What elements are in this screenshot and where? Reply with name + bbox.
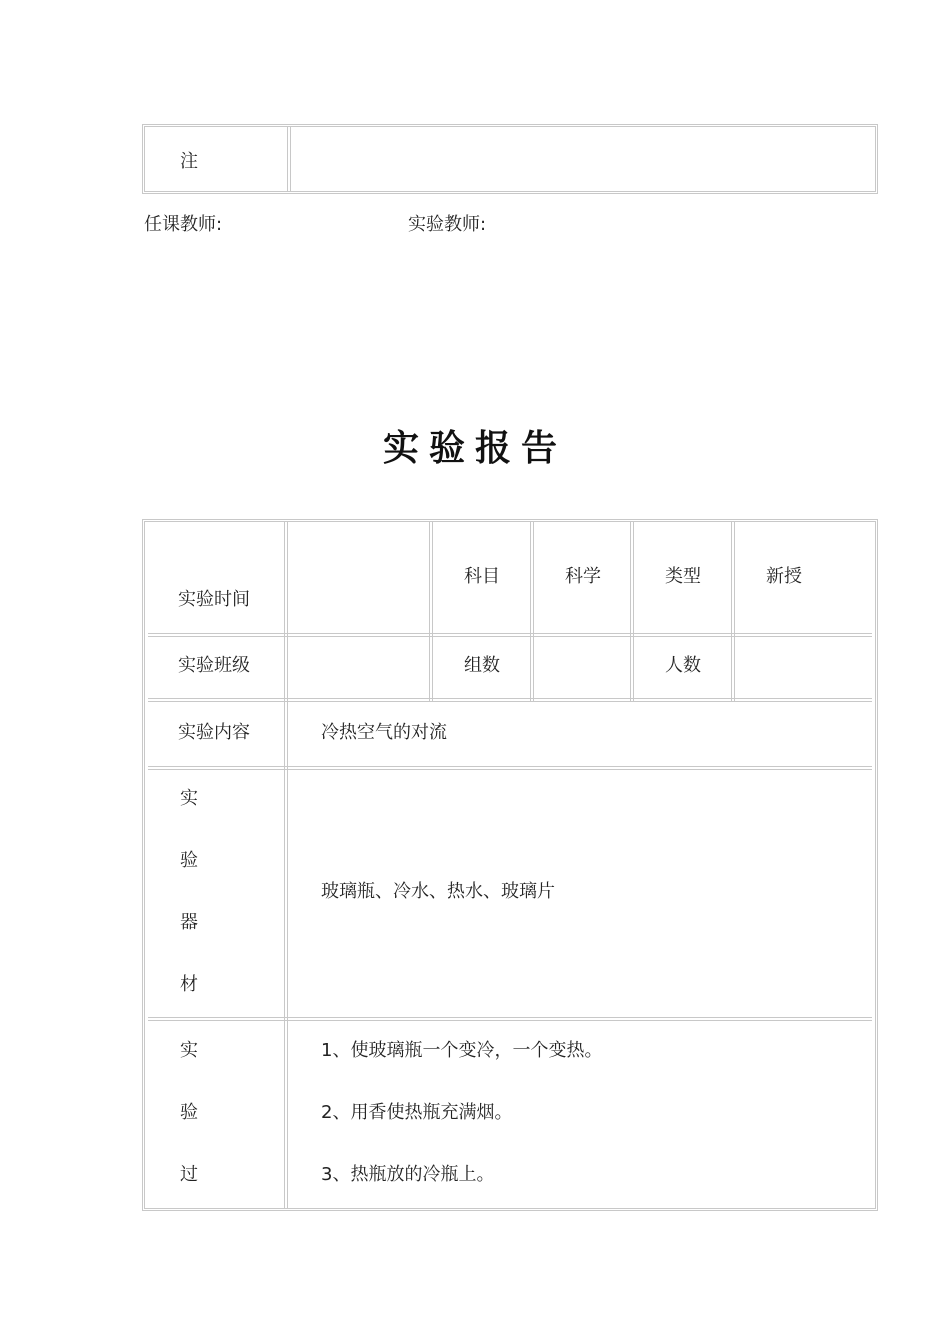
people-label: 人数 bbox=[665, 655, 701, 676]
report-table bbox=[142, 519, 878, 1211]
content-label: 实验内容 bbox=[178, 722, 250, 743]
time-label: 实验时间 bbox=[178, 589, 250, 610]
note-label: 注 bbox=[180, 151, 198, 172]
lab-teacher-label: 实验教师: bbox=[408, 214, 487, 235]
groups-label: 组数 bbox=[464, 655, 500, 676]
col-divider-5 bbox=[731, 522, 735, 702]
content-value: 冷热空气的对流 bbox=[321, 722, 447, 743]
process-step-3: 3、热瓶放的冷瓶上。 bbox=[321, 1164, 495, 1185]
process-step-2: 2、用香使热瓶充满烟。 bbox=[321, 1102, 513, 1123]
note-table bbox=[142, 124, 878, 194]
type-value: 新授 bbox=[766, 566, 802, 587]
row-divider-3 bbox=[148, 766, 872, 770]
process-label-char-3: 过 bbox=[180, 1164, 198, 1185]
equipment-value: 玻璃瓶、冷水、热水、玻璃片 bbox=[321, 881, 555, 902]
process-label-char-2: 验 bbox=[180, 1102, 198, 1123]
col-divider-2 bbox=[429, 522, 433, 702]
col-divider-label bbox=[284, 522, 288, 1208]
col-divider-3 bbox=[530, 522, 534, 702]
subject-label: 科目 bbox=[464, 566, 500, 587]
class-label: 实验班级 bbox=[178, 655, 250, 676]
process-label-char-1: 实 bbox=[180, 1040, 198, 1061]
col-divider-4 bbox=[630, 522, 634, 702]
row-divider-2 bbox=[148, 698, 872, 702]
subject-value: 科学 bbox=[565, 566, 601, 587]
equipment-label-char-2: 验 bbox=[180, 850, 198, 871]
row-divider-1 bbox=[148, 633, 872, 637]
row-divider-4 bbox=[148, 1017, 872, 1021]
equipment-label-char-1: 实 bbox=[180, 788, 198, 809]
process-step-1: 1、使玻璃瓶一个变冷，一个变热。 bbox=[321, 1040, 603, 1061]
equipment-label-char-3: 器 bbox=[180, 912, 198, 933]
equipment-label-char-4: 材 bbox=[180, 974, 198, 995]
type-label: 类型 bbox=[665, 566, 701, 587]
teacher-label: 任课教师: bbox=[144, 214, 223, 235]
page-title: 实验报告 bbox=[382, 427, 567, 469]
note-table-divider bbox=[287, 127, 291, 191]
